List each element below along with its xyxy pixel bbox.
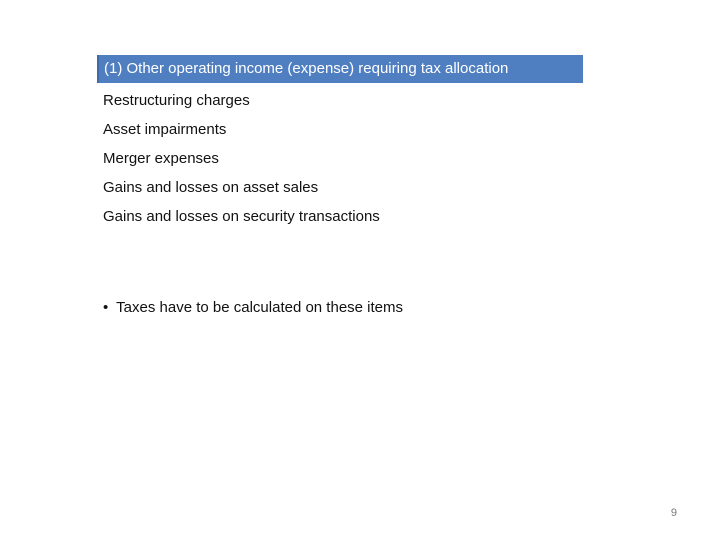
list-item-restructuring-charges: Restructuring charges xyxy=(103,92,250,109)
bullet-icon: • xyxy=(103,299,109,316)
page-number: 9 xyxy=(670,507,677,519)
list-item-gains-losses-security-transactions: Gains and losses on security transactions xyxy=(103,208,380,225)
section-header xyxy=(97,55,583,83)
list-item-merger-expenses: Merger expenses xyxy=(103,150,219,167)
list-item-gains-losses-asset-sales: Gains and losses on asset sales xyxy=(103,179,319,196)
bullet-text: Taxes have to be calculated on these items xyxy=(116,299,404,316)
item-list xyxy=(103,86,380,231)
bullet-point xyxy=(103,296,403,320)
list-item-asset-impairments: Asset impairments xyxy=(103,121,227,138)
section-header-title: (1) Other operating income (expense) requiring tax allocation xyxy=(104,60,509,77)
